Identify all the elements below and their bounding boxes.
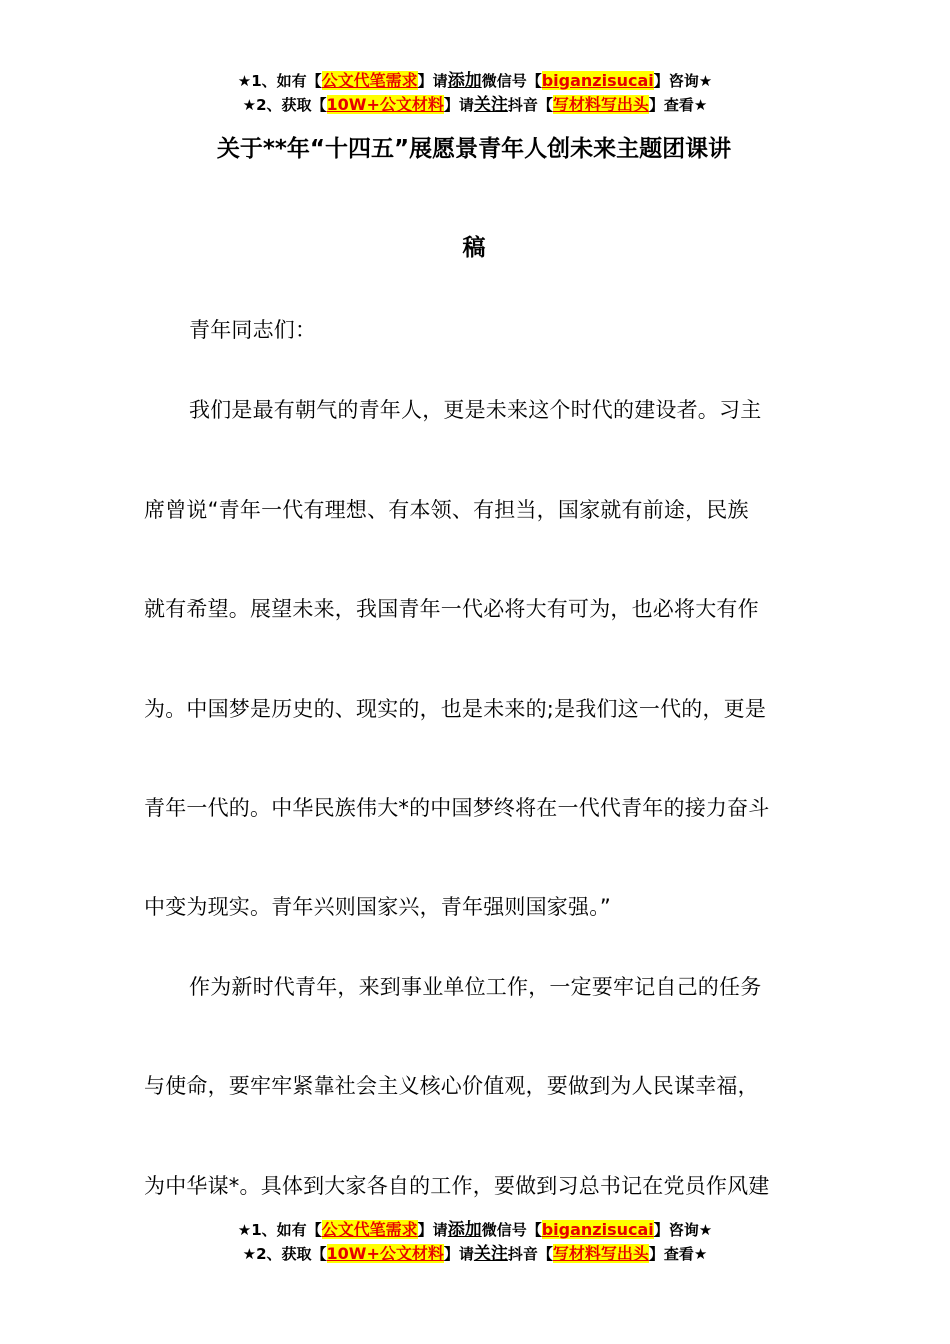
text: 】请 — [417, 72, 448, 90]
highlight: 写材料写出头 — [552, 95, 649, 114]
text: ★1、如有【 — [237, 72, 322, 90]
highlight: 10W+公文材料 — [326, 95, 444, 114]
promo-banner-bottom — [0, 1218, 950, 1266]
highlight: 写材料写出头 — [552, 1244, 649, 1263]
promo-line-2 — [0, 1242, 950, 1266]
body-line: 为中华谋*。具体到大家各自的工作，要做到习总书记在党员作风建 — [144, 1174, 770, 1198]
body-line: 中变为现实。青年兴则国家兴，青年强则国家强。” — [144, 895, 611, 919]
text: 】请 — [443, 1245, 474, 1263]
highlight: 公文代笔需求 — [321, 1220, 418, 1239]
promo-line-1 — [0, 1218, 950, 1242]
text: 添加 — [447, 71, 482, 91]
text: 微信号【 — [481, 1221, 542, 1239]
text: 抖音【 — [507, 96, 553, 114]
highlight: 10W+公文材料 — [326, 1244, 444, 1263]
text: ★1、如有【 — [237, 1221, 322, 1239]
text: 微信号【 — [481, 72, 542, 90]
body-line: 青年一代的。中华民族伟大*的中国梦终将在一代代青年的接力奋斗 — [144, 796, 770, 820]
highlight: 公文代笔需求 — [321, 71, 418, 90]
text: 】咨询★ — [653, 72, 713, 90]
text: 关注 — [473, 95, 508, 115]
text: ★2、获取【 — [242, 1245, 327, 1263]
document-title-continued: 稿 — [462, 235, 486, 261]
text: ★2、获取【 — [242, 96, 327, 114]
text: 】请 — [417, 1221, 448, 1239]
promo-line-2 — [0, 93, 950, 117]
body-line: 就有希望。展望未来，我国青年一代必将大有可为，也必将大有作 — [144, 597, 759, 621]
body-line: 作为新时代青年，来到事业单位工作，一定要牢记自己的任务 — [189, 975, 762, 999]
body-line: 与使命，要牢牢紧靠社会主义核心价值观，要做到为人民谋幸福， — [144, 1074, 759, 1098]
body-line: 我们是最有朝气的青年人，更是未来这个时代的建设者。习主 — [189, 398, 762, 422]
highlight: biganzisucai — [541, 71, 654, 90]
text: 抖音【 — [507, 1245, 553, 1263]
promo-line-1 — [0, 69, 950, 93]
body-line: 为。中国梦是历史的、现实的，也是未来的;是我们这一代的，更是 — [144, 697, 767, 721]
highlight: biganzisucai — [541, 1220, 654, 1239]
text: 添加 — [447, 1220, 482, 1240]
text: 】咨询★ — [653, 1221, 713, 1239]
text: 关注 — [473, 1244, 508, 1264]
promo-banner-top — [0, 69, 950, 117]
text: 】请 — [443, 96, 474, 114]
body-line: 席曾说“青年一代有理想、有本领、有担当，国家就有前途，民族 — [144, 498, 749, 522]
document-title: 关于**年“十四五”展愿景青年人创未来主题团课讲 — [216, 136, 732, 162]
text: 】查看★ — [648, 96, 708, 114]
text: 】查看★ — [648, 1245, 708, 1263]
salutation: 青年同志们： — [189, 318, 317, 342]
